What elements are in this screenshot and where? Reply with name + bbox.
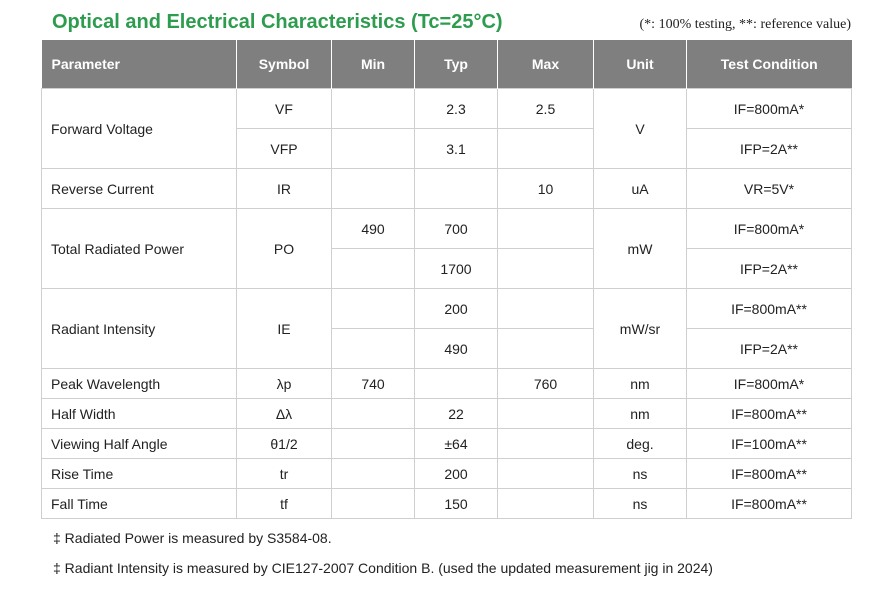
condition-cell: IFP=2A** [687,329,852,369]
symbol-cell: tr [237,459,332,489]
typ-cell [415,169,498,209]
typ-cell: ±64 [415,429,498,459]
param-cell: Reverse Current [42,169,237,209]
max-cell [498,429,594,459]
param-cell: Peak Wavelength [42,369,237,399]
max-cell: 10 [498,169,594,209]
header-parameter: Parameter [42,40,237,89]
max-cell [498,209,594,249]
table-row [42,399,852,429]
min-cell [332,429,415,459]
symbol-cell: tf [237,489,332,519]
condition-cell: IF=800mA* [687,89,852,129]
min-cell [332,459,415,489]
table-header-row [42,40,852,89]
max-cell [498,329,594,369]
symbol-cell: θ1/2 [237,429,332,459]
max-cell [498,249,594,289]
table-row [42,209,852,249]
param-cell: Fall Time [42,489,237,519]
condition-cell: IF=800mA* [687,209,852,249]
unit-cell: V [594,89,687,169]
symbol-cell: Δλ [237,399,332,429]
param-cell: Viewing Half Angle [42,429,237,459]
typ-cell: 3.1 [415,129,498,169]
table-row [42,489,852,519]
table-row [42,89,852,129]
condition-cell: IF=800mA** [687,399,852,429]
param-cell: Half Width [42,399,237,429]
header-min: Min [332,40,415,89]
typ-cell [415,369,498,399]
condition-cell: IF=800mA** [687,489,852,519]
typ-cell: 490 [415,329,498,369]
typ-cell: 200 [415,459,498,489]
max-cell: 2.5 [498,89,594,129]
table-row [42,169,852,209]
min-cell [332,89,415,129]
param-cell: Rise Time [42,459,237,489]
testing-note: (*: 100% testing, **: reference value) [639,17,851,32]
header-typ: Typ [415,40,498,89]
param-cell: Radiant Intensity [42,289,237,369]
typ-cell: 150 [415,489,498,519]
footnote-radiant-intensity: ‡ Radiant Intensity is measured by CIE127-2007 Condition B. (used the updated measurement jig in 2024) [53,560,713,576]
page-title: Optical and Electrical Characteristics (Tc=25°C) [52,11,503,33]
symbol-cell: VFP [237,129,332,169]
condition-cell: VR=5V* [687,169,852,209]
header-test-condition: Test Condition [687,40,852,89]
unit-cell: nm [594,369,687,399]
unit-cell: mW [594,209,687,289]
min-cell [332,289,415,329]
max-cell [498,129,594,169]
unit-cell: nm [594,399,687,429]
characteristics-table [41,40,852,519]
min-cell [332,399,415,429]
header-unit: Unit [594,40,687,89]
min-cell [332,129,415,169]
param-cell: Forward Voltage [42,89,237,169]
max-cell [498,289,594,329]
unit-cell: ns [594,489,687,519]
min-cell: 740 [332,369,415,399]
condition-cell: IF=800mA* [687,369,852,399]
table-row [42,369,852,399]
min-cell [332,489,415,519]
typ-cell: 200 [415,289,498,329]
condition-cell: IF=800mA** [687,459,852,489]
table-row [42,459,852,489]
max-cell: 760 [498,369,594,399]
condition-cell: IFP=2A** [687,129,852,169]
max-cell [498,399,594,429]
symbol-cell: PO [237,209,332,289]
symbol-cell: IR [237,169,332,209]
symbol-cell: λp [237,369,332,399]
condition-cell: IFP=2A** [687,249,852,289]
footnote-radiated-power: ‡ Radiated Power is measured by S3584-08. [53,530,332,546]
symbol-cell: IE [237,289,332,369]
symbol-cell: VF [237,89,332,129]
max-cell [498,459,594,489]
param-cell: Total Radiated Power [42,209,237,289]
typ-cell: 1700 [415,249,498,289]
table-row [42,429,852,459]
unit-cell: mW/sr [594,289,687,369]
min-cell [332,249,415,289]
min-cell [332,329,415,369]
typ-cell: 2.3 [415,89,498,129]
min-cell [332,169,415,209]
min-cell: 490 [332,209,415,249]
unit-cell: ns [594,459,687,489]
condition-cell: IF=100mA** [687,429,852,459]
header-max: Max [498,40,594,89]
header-symbol: Symbol [237,40,332,89]
typ-cell: 700 [415,209,498,249]
table-row [42,289,852,329]
unit-cell: deg. [594,429,687,459]
max-cell [498,489,594,519]
condition-cell: IF=800mA** [687,289,852,329]
unit-cell: uA [594,169,687,209]
typ-cell: 22 [415,399,498,429]
